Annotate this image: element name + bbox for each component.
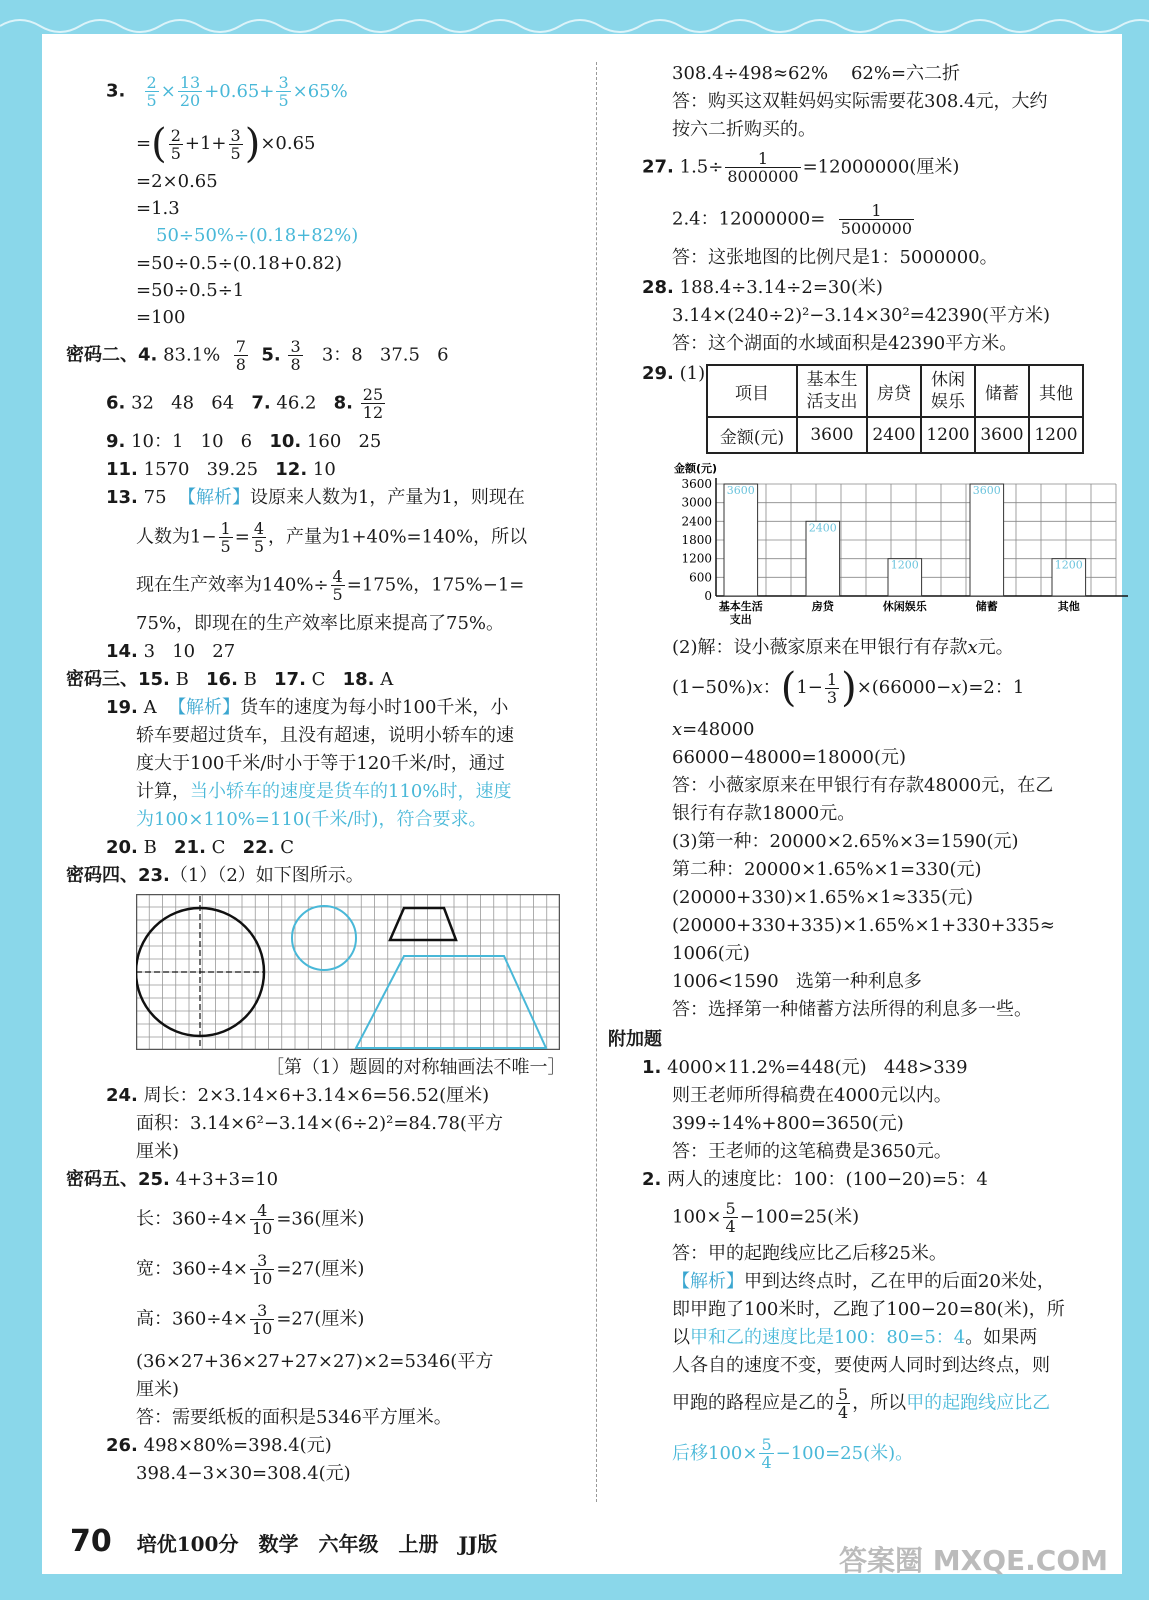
table-cell: 1200 bbox=[1029, 417, 1083, 453]
answer-line: 14. 3 10 27 bbox=[106, 641, 236, 662]
y-tick-label: 600 bbox=[689, 570, 712, 585]
answer-line: 面积：3.14×6²−3.14×(6÷2)²=84.78(平方 bbox=[136, 1113, 503, 1134]
answer-line: 29. (1) bbox=[642, 363, 706, 384]
answer-line: 轿车要超过货车，且没有超速，说明小轿车的速 bbox=[136, 725, 514, 746]
answer-line: 密码五、25. 4+3+3=10 bbox=[66, 1169, 279, 1190]
y-axis-title: 金额(元) bbox=[674, 462, 718, 475]
answer-line: 19. A 【解析】货车的速度为每小时100千米，小 bbox=[106, 697, 509, 718]
table-header: 项目 bbox=[707, 365, 797, 417]
answer-line: 答：购买这双鞋妈妈实际需要花308.4元，大约 bbox=[672, 91, 1048, 112]
y-tick-label: 3000 bbox=[681, 495, 712, 510]
answer-line: (36×27+36×27+27×27)×2=5346(平方 bbox=[136, 1351, 494, 1372]
answer-line: 66000−48000=18000(元) bbox=[672, 747, 906, 768]
bar bbox=[970, 484, 1004, 596]
answer-line: 26. 498×80%=398.4(元) bbox=[106, 1435, 332, 1456]
answer-line: 答：选择第一种储蓄方法所得的利息多一些。 bbox=[672, 999, 1032, 1020]
note: ［第（1）题圆的对称轴画法不唯一］ bbox=[266, 1057, 566, 1078]
table-row-label: 金额(元) bbox=[707, 417, 797, 453]
answer-line: 第二种：20000×1.65%×1=330(元) bbox=[672, 859, 982, 880]
answer-line: 人各自的速度不变，要使两人同时到达终点，则 bbox=[672, 1355, 1050, 1376]
answer-page bbox=[42, 34, 1122, 1577]
answer-line: 度大于100千米/时小于等于120千米/时，通过 bbox=[136, 753, 505, 774]
answer-line: 2.4：12000000= $\frac{1}{5000000}$ bbox=[672, 201, 913, 238]
answer-line: 1006(元) bbox=[672, 943, 750, 964]
answer-line: 50÷50%÷(0.18+82%) bbox=[156, 225, 359, 246]
table-header: 房贷 bbox=[867, 365, 921, 417]
watermark: 答案圈 MXQE.COM bbox=[839, 1544, 1108, 1577]
page-number: 70 bbox=[70, 1524, 112, 1559]
answer-line: 密码二、4. 83.1% $\frac{7}{8}$ 5. $\frac{3}{8}$ 3：8 37.5 6 bbox=[66, 337, 449, 374]
table-cell: 3600 bbox=[975, 417, 1029, 453]
table-header: 基本生活支出 bbox=[797, 365, 867, 417]
answer-line: 2. 两人的速度比：100：(100−20)=5：4 bbox=[642, 1169, 988, 1190]
answer-line: (3)第一种：20000×2.65%×3=1590(元) bbox=[672, 831, 1019, 852]
table-header: 储蓄 bbox=[975, 365, 1029, 417]
y-tick-label: 1800 bbox=[681, 533, 712, 547]
answer-line: 3. $\frac{2}{5}$ × $\frac{13}{20}$ +0.65+ $\frac{3}{5}$ ×65% bbox=[106, 73, 348, 110]
answer-line: 答：甲的起跑线应比乙后移25米。 bbox=[672, 1243, 947, 1264]
answer-line: 308.4÷498≈62% 62%=六二折 bbox=[672, 63, 961, 84]
answer-line: 计算，当小轿车的速度是货车的110%时，速度 bbox=[136, 781, 512, 802]
answer-line: (20000+330+335)×1.65%×1+330+335≈ bbox=[672, 915, 1055, 936]
answer-line: 答：这个湖面的水域面积是42390平方米。 bbox=[672, 333, 1018, 354]
answer-line: 即甲跑了100米时，乙跑了100−20=80(米)，所 bbox=[672, 1299, 1065, 1320]
answer-line: 398.4−3×30=308.4(元) bbox=[136, 1463, 351, 1484]
answer-line: =100 bbox=[136, 307, 186, 328]
data-label: 3600 bbox=[726, 484, 755, 497]
answer-line: 按六二折购买的。 bbox=[672, 119, 816, 140]
table-cell: 1200 bbox=[921, 417, 975, 453]
answer-line: 为100×110%=110(千米/时)，符合要求。 bbox=[136, 809, 487, 830]
page-footer bbox=[70, 1524, 497, 1559]
answer-line: =50÷0.5÷1 bbox=[136, 280, 245, 301]
answer-line: 宽：360÷4× $\frac{3}{10}$ =27(厘米) bbox=[136, 1251, 365, 1288]
answer-line: (1−50%)x：(1− $\frac{1}{3}$ )×(66000−x)=2：1 bbox=[672, 665, 1025, 711]
answer-line: 【解析】甲到达终点时，乙在甲的后面20米处， bbox=[672, 1271, 1055, 1292]
answer-line: 现在生产效率为140%÷ $\frac{4}{5}$ =175%，175%−1= bbox=[136, 567, 525, 604]
answer-line: 人数为1− $\frac{1}{5}$ = $\frac{4}{5}$ ，产量为1+40%=140%，所以 bbox=[136, 519, 528, 556]
answer-line: 密码四、23.（1）（2）如下图所示。 bbox=[66, 865, 364, 886]
book-title: 培优100分 数学 六年级 上册 JJ版 bbox=[136, 1532, 498, 1556]
answer-line: =( $\frac{2}{5}$ +1+ $\frac{3}{5}$ )×0.65 bbox=[136, 121, 316, 167]
budget-table bbox=[706, 364, 1084, 454]
bar bbox=[724, 484, 758, 596]
answer-line: x=48000 bbox=[672, 719, 755, 740]
answer-line: 长：360÷4× $\frac{4}{10}$ =36(厘米) bbox=[136, 1201, 365, 1238]
answer-line: 密码三、15. B 16. B 17. C 18. A bbox=[66, 669, 394, 690]
x-tick-label: 房贷 bbox=[811, 600, 834, 613]
y-tick-label: 1200 bbox=[681, 551, 712, 566]
table-header: 其他 bbox=[1029, 365, 1083, 417]
data-label: 3600 bbox=[972, 484, 1001, 497]
section-title: 附加题 bbox=[608, 1029, 662, 1050]
answer-line: =2×0.65 bbox=[136, 171, 218, 192]
answer-line: 厘米) bbox=[136, 1141, 180, 1162]
answer-line: 24. 周长：2×3.14×6+3.14×6=56.52(厘米) bbox=[106, 1085, 490, 1106]
answer-line: 则王老师所得稿费在4000元以内。 bbox=[672, 1085, 952, 1106]
y-tick-label: 0 bbox=[704, 589, 712, 603]
x-tick-label: 休闲娱乐 bbox=[882, 600, 927, 613]
answer-line: 399÷14%+800=3650(元) bbox=[672, 1113, 904, 1134]
y-tick-label: 2400 bbox=[681, 514, 712, 529]
answer-line: 甲跑的路程应是乙的 $\frac{5}{4}$ ，所以甲的起跑线应比乙 bbox=[672, 1385, 1051, 1422]
answer-line: 6. 32 48 64 7. 46.2 8. $\frac{25}{12}$ bbox=[106, 385, 384, 422]
answer-line: (20000+330)×1.65%×1≈335(元) bbox=[672, 887, 974, 908]
x-tick-label: 基本生活 bbox=[718, 600, 763, 613]
answer-line: 银行有存款18000元。 bbox=[672, 803, 856, 824]
table-cell: 2400 bbox=[867, 417, 921, 453]
answer-line: 13. 75 【解析】设原来人数为1，产量为1，则现在 bbox=[106, 487, 525, 508]
answer-line: 28. 188.4÷3.14÷2=30(米) bbox=[642, 277, 883, 298]
answer-line: 答：小薇家原来在甲银行有存款48000元，在乙 bbox=[672, 775, 1054, 796]
data-label: 1200 bbox=[890, 558, 919, 572]
table-header: 休闲娱乐 bbox=[921, 365, 975, 417]
answer-line: 3.14×(240÷2)²−3.14×30²=42390(平方米) bbox=[672, 305, 1051, 326]
answer-line: 厘米) bbox=[136, 1379, 180, 1400]
answer-line: 以甲和乙的速度比是100：80=5：4。如果两 bbox=[672, 1327, 1038, 1348]
answer-line: 11. 1570 39.25 12. 10 bbox=[106, 459, 336, 480]
column-divider bbox=[596, 62, 597, 1502]
answer-line: 27. 1.5÷ $\frac{1}{8000000}$ =12000000(厘米) bbox=[642, 149, 960, 186]
x-tick-label: 支出 bbox=[729, 613, 752, 626]
bar-chart bbox=[668, 456, 1128, 632]
answer-line: 高：360÷4× $\frac{3}{10}$ =27(厘米) bbox=[136, 1301, 365, 1338]
data-label: 1200 bbox=[1054, 558, 1083, 572]
y-tick-label: 3600 bbox=[681, 477, 712, 491]
answer-line: 75%，即现在的生产效率比原来提高了75%。 bbox=[136, 613, 505, 634]
x-tick-label: 储蓄 bbox=[975, 600, 998, 613]
answer-line: 后移100× $\frac{5}{4}$ −100=25(米)。 bbox=[672, 1435, 914, 1472]
answer-line: 1006<1590 选第一种利息多 bbox=[672, 971, 922, 992]
answer-line: (2)解：设小薇家原来在甲银行有存款x元。 bbox=[672, 637, 1014, 658]
answer-line: 100× $\frac{5}{4}$ −100=25(米) bbox=[672, 1199, 860, 1236]
answer-line: 1. 4000×11.2%=448(元) 448>339 bbox=[642, 1057, 968, 1078]
answer-line: 9. 10：1 10 6 10. 160 25 bbox=[106, 431, 382, 452]
answer-line: =1.3 bbox=[136, 198, 180, 219]
x-tick-label: 其他 bbox=[1057, 600, 1080, 613]
answer-line: 答：这张地图的比例尺是1：5000000。 bbox=[672, 247, 998, 268]
answer-line: =50÷0.5÷(0.18+0.82) bbox=[136, 253, 343, 274]
table-cell: 3600 bbox=[797, 417, 867, 453]
answer-line: 答：需要纸板的面积是5346平方厘米。 bbox=[136, 1407, 452, 1428]
grid-drawing bbox=[136, 894, 560, 1050]
data-label: 2400 bbox=[808, 521, 837, 535]
answer-line: 20. B 21. C 22. C bbox=[106, 837, 294, 858]
answer-line: 答：王老师的这笔稿费是3650元。 bbox=[672, 1141, 952, 1162]
